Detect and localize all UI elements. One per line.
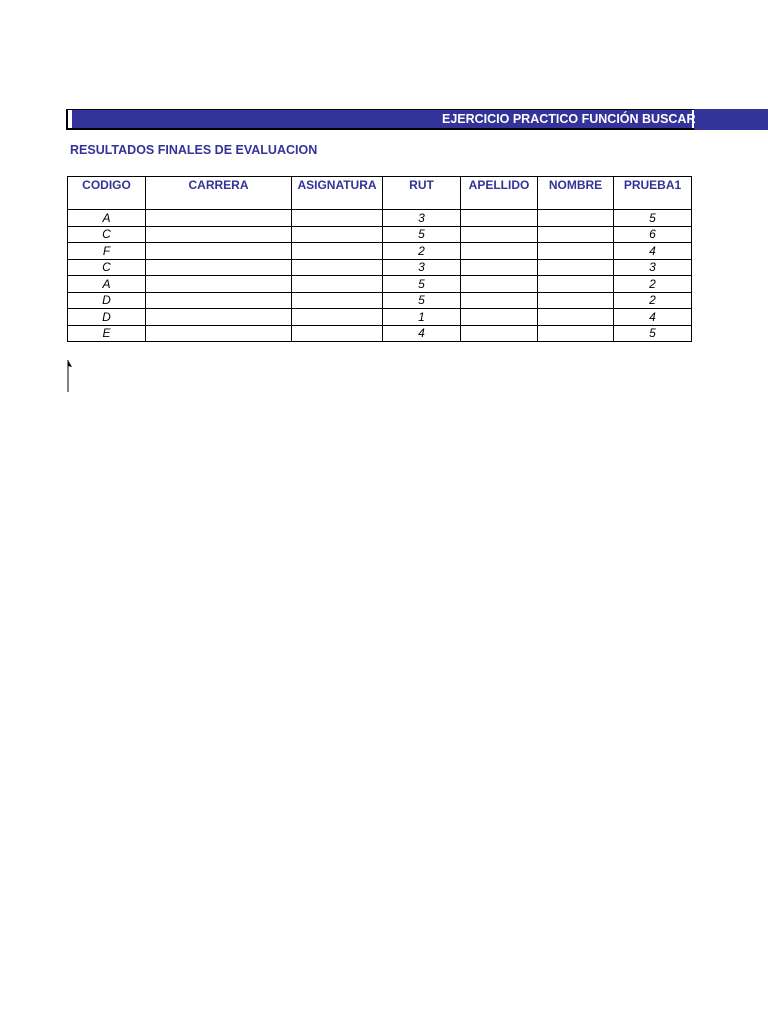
cell-asignatura[interactable] <box>292 309 383 326</box>
cell-apellido[interactable] <box>461 226 538 243</box>
cell-apellido[interactable] <box>461 292 538 309</box>
cell-apellido[interactable] <box>461 309 538 326</box>
table-row <box>68 210 692 227</box>
header-codigo[interactable]: CODIGO <box>68 177 146 210</box>
cell-carrera[interactable] <box>146 309 292 326</box>
cell-carrera[interactable] <box>146 325 292 342</box>
cell-codigo[interactable]: A <box>68 276 146 293</box>
cell-rut[interactable]: 2 <box>383 243 461 260</box>
cell-nombre[interactable] <box>538 210 614 227</box>
cell-apellido[interactable] <box>461 210 538 227</box>
cell-carrera[interactable] <box>146 243 292 260</box>
cell-prueba1[interactable]: 6 <box>614 226 692 243</box>
cell-asignatura[interactable] <box>292 276 383 293</box>
cell-rut[interactable]: 1 <box>383 309 461 326</box>
cell-carrera[interactable] <box>146 226 292 243</box>
cell-codigo[interactable]: C <box>68 226 146 243</box>
cell-asignatura[interactable] <box>292 292 383 309</box>
table-row <box>68 259 692 276</box>
table-header-row <box>68 177 692 210</box>
cell-apellido[interactable] <box>461 259 538 276</box>
section-title: RESULTADOS FINALES DE EVALUACION <box>70 143 318 157</box>
cell-rut[interactable]: 5 <box>383 226 461 243</box>
cell-codigo[interactable]: F <box>68 243 146 260</box>
cell-codigo[interactable]: C <box>68 259 146 276</box>
cell-nombre[interactable] <box>538 309 614 326</box>
cell-codigo[interactable]: A <box>68 210 146 227</box>
cell-apellido[interactable] <box>461 325 538 342</box>
cell-asignatura[interactable] <box>292 259 383 276</box>
header-asignatura[interactable]: ASIGNATURA <box>292 177 383 210</box>
results-table <box>67 176 692 342</box>
cell-apellido[interactable] <box>461 276 538 293</box>
table-row <box>68 243 692 260</box>
cell-nombre[interactable] <box>538 243 614 260</box>
cell-prueba1[interactable]: 2 <box>614 292 692 309</box>
cell-carrera[interactable] <box>146 210 292 227</box>
cell-rut[interactable]: 3 <box>383 259 461 276</box>
cell-prueba1[interactable]: 4 <box>614 243 692 260</box>
cell-carrera[interactable] <box>146 292 292 309</box>
cell-asignatura[interactable] <box>292 210 383 227</box>
header-rut[interactable]: RUT <box>383 177 461 210</box>
cell-nombre[interactable] <box>538 325 614 342</box>
table-row <box>68 325 692 342</box>
cell-asignatura[interactable] <box>292 325 383 342</box>
cell-nombre[interactable] <box>538 276 614 293</box>
header-prueba1[interactable]: PRUEBA1 <box>614 177 692 210</box>
title-banner-text: EJERCICIO PRACTICO FUNCIÓN BUSCAR <box>442 112 696 126</box>
title-banner <box>66 109 768 130</box>
cell-rut[interactable]: 4 <box>383 325 461 342</box>
cell-codigo[interactable]: D <box>68 309 146 326</box>
header-apellido[interactable]: APELLIDO <box>461 177 538 210</box>
cell-carrera[interactable] <box>146 276 292 293</box>
cell-codigo[interactable]: E <box>68 325 146 342</box>
table-row <box>68 276 692 293</box>
cell-prueba1[interactable]: 5 <box>614 325 692 342</box>
cell-rut[interactable]: 3 <box>383 210 461 227</box>
cell-prueba1[interactable]: 2 <box>614 276 692 293</box>
cell-rut[interactable]: 5 <box>383 276 461 293</box>
table-row <box>68 309 692 326</box>
cursor-arrow-icon <box>67 360 73 392</box>
cell-asignatura[interactable] <box>292 226 383 243</box>
cell-prueba1[interactable]: 4 <box>614 309 692 326</box>
header-carrera[interactable]: CARRERA <box>146 177 292 210</box>
cell-nombre[interactable] <box>538 226 614 243</box>
cell-rut[interactable]: 5 <box>383 292 461 309</box>
cell-prueba1[interactable]: 3 <box>614 259 692 276</box>
header-nombre[interactable]: NOMBRE <box>538 177 614 210</box>
cell-asignatura[interactable] <box>292 243 383 260</box>
cell-nombre[interactable] <box>538 259 614 276</box>
table-row <box>68 292 692 309</box>
cell-apellido[interactable] <box>461 243 538 260</box>
cell-prueba1[interactable]: 5 <box>614 210 692 227</box>
cell-nombre[interactable] <box>538 292 614 309</box>
cell-codigo[interactable]: D <box>68 292 146 309</box>
cell-carrera[interactable] <box>146 259 292 276</box>
table-row <box>68 226 692 243</box>
